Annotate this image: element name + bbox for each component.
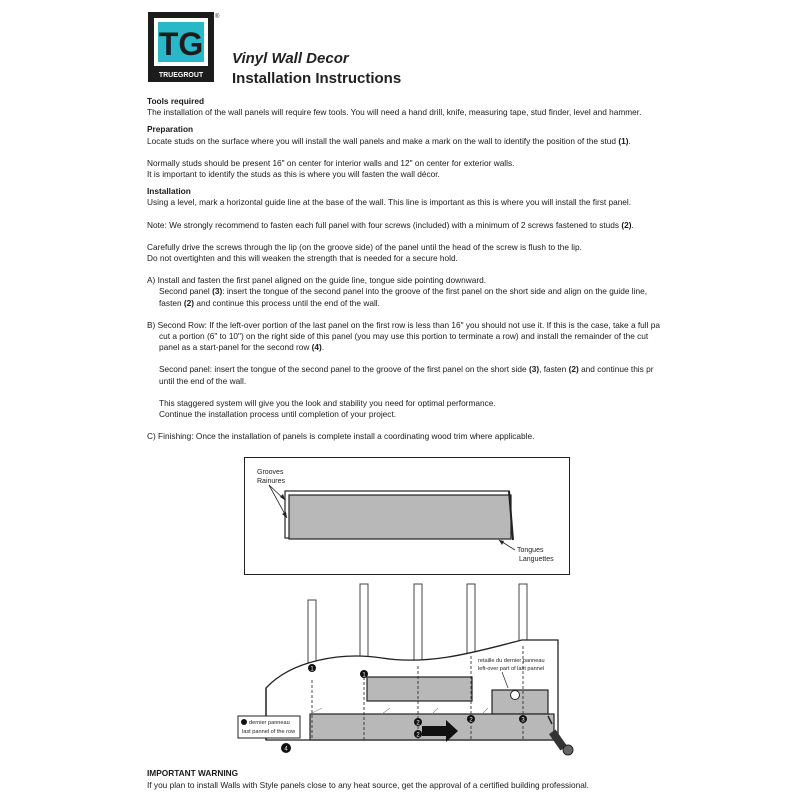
step-b-line-2: cut a portion (6" to 10") on the right side of this panel (you may use this portion to terminate a row) and install the remainder of the cut (159, 331, 649, 342)
label-languettes: Languettes (519, 556, 554, 563)
document-title (232, 50, 401, 87)
label-leftover-fr: retaille du dernier panneau (478, 658, 545, 664)
svg-text:2: 2 (416, 732, 420, 739)
registered-mark: ® (215, 14, 220, 20)
panel-face (289, 495, 511, 539)
warning-text: If you plan to install Walls with Style panels close to any heat source, get the approval of a certified building professional. (147, 779, 589, 790)
warning-section (147, 768, 589, 791)
installation-drive-2: Do not overtighten and this will weaken the strength that is needed for a secure hold. (147, 253, 458, 264)
warning-heading: IMPORTANT WARNING (147, 768, 239, 778)
label-tongues: Tongues (517, 547, 544, 554)
label-last-en: last pannel of the row (242, 729, 296, 735)
installation-line-1: Using a level, mark a horizontal guide line at the base of the wall. This line is important as this is where you will install the first panel. (147, 197, 632, 208)
logo-brand-name: TRUEGROUT (158, 72, 204, 79)
wall-installation-diagram (232, 580, 592, 760)
svg-text:2: 2 (469, 717, 473, 724)
step-b-line-7: Continue the installation process until completion of your project. (159, 409, 397, 420)
step-b-line-1: B) Second Row: If the left-over portion of the last panel on the first row is less than 16" you should not use it. If this is the case, take a full pa (147, 319, 661, 330)
label-leftover-en: left-over part of last pannel (478, 666, 545, 672)
marker-hole (511, 691, 520, 700)
step-b-line-5: until the end of the wall. (159, 375, 247, 386)
drill-icon (548, 716, 573, 755)
label-rainures: Rainures (257, 478, 286, 485)
tools-text: The installation of the wall panels will require few tools. You will need a hand drill, knife, measuring tape, stud finder, level and hammer. (147, 107, 642, 118)
svg-text:2: 2 (416, 720, 420, 727)
document-subtitle: Installation Instructions (232, 70, 402, 87)
tools-heading: Tools required (147, 96, 205, 106)
step-b-line-4: Second panel: insert the tongue of the second panel to the groove of the first panel on the short side (3), fasten (2) and continue this pr (159, 364, 654, 375)
preparation-heading: Preparation (147, 124, 194, 135)
label-last-fr: dernier panneau (249, 720, 290, 726)
step-c-line-1: C) Finishing: Once the installation of panels is complete install a coordinating wood trim where applicable. (147, 431, 535, 442)
step-a-line-3: fasten (2) and continue this process until the end of the wall. (159, 297, 380, 308)
preparation-line-2: Normally studs should be present 16" on center for interior walls and 12" on center for exterior walls. (147, 157, 515, 168)
instructions-body (147, 96, 707, 442)
preparation-line-3: It is important to identify the studs as this is where you will fasten the wall décor. (147, 169, 440, 180)
svg-text:1: 1 (362, 672, 366, 679)
panel-profile-diagram (244, 457, 570, 575)
step-a-line-1: A) Install and fasten the first panel aligned on the guide line, tongue side pointing downward. (147, 275, 487, 286)
label-grooves: Grooves (257, 469, 284, 476)
svg-text:3: 3 (521, 717, 525, 724)
step-b-line-6: This staggered system will give you the look and stability you need for optimal performance. (159, 397, 496, 408)
installation-heading: Installation (147, 186, 191, 197)
svg-text:4: 4 (284, 746, 288, 753)
installation-note: Note: We strongly recommend to fasten each full panel with four screws (included) with a minimum of 2 screws fastened to studs (2). (147, 219, 634, 230)
step-b-line-3: panel as a start-panel for the second row (4). (159, 342, 325, 353)
step-a-line-2: Second panel (3): insert the tongue of the second panel into the groove of the first panel on the short side and align on the guide line, (159, 286, 648, 297)
logo-monogram: TG (158, 26, 204, 62)
installation-drive-1: Carefully drive the screws through the lip (on the groove side) of the panel until the head of the screw is flush to the lip. (147, 241, 582, 252)
product-name: Vinyl Wall Decor (232, 50, 349, 67)
leftover-panel-piece (492, 690, 548, 714)
svg-text:1: 1 (310, 666, 314, 673)
brand-logo (148, 12, 218, 84)
preparation-line-1: Locate studs on the surface where you will install the wall panels and make a mark on the wall to identify the position of the stud (1). (147, 135, 631, 146)
second-row-panel (367, 677, 472, 701)
